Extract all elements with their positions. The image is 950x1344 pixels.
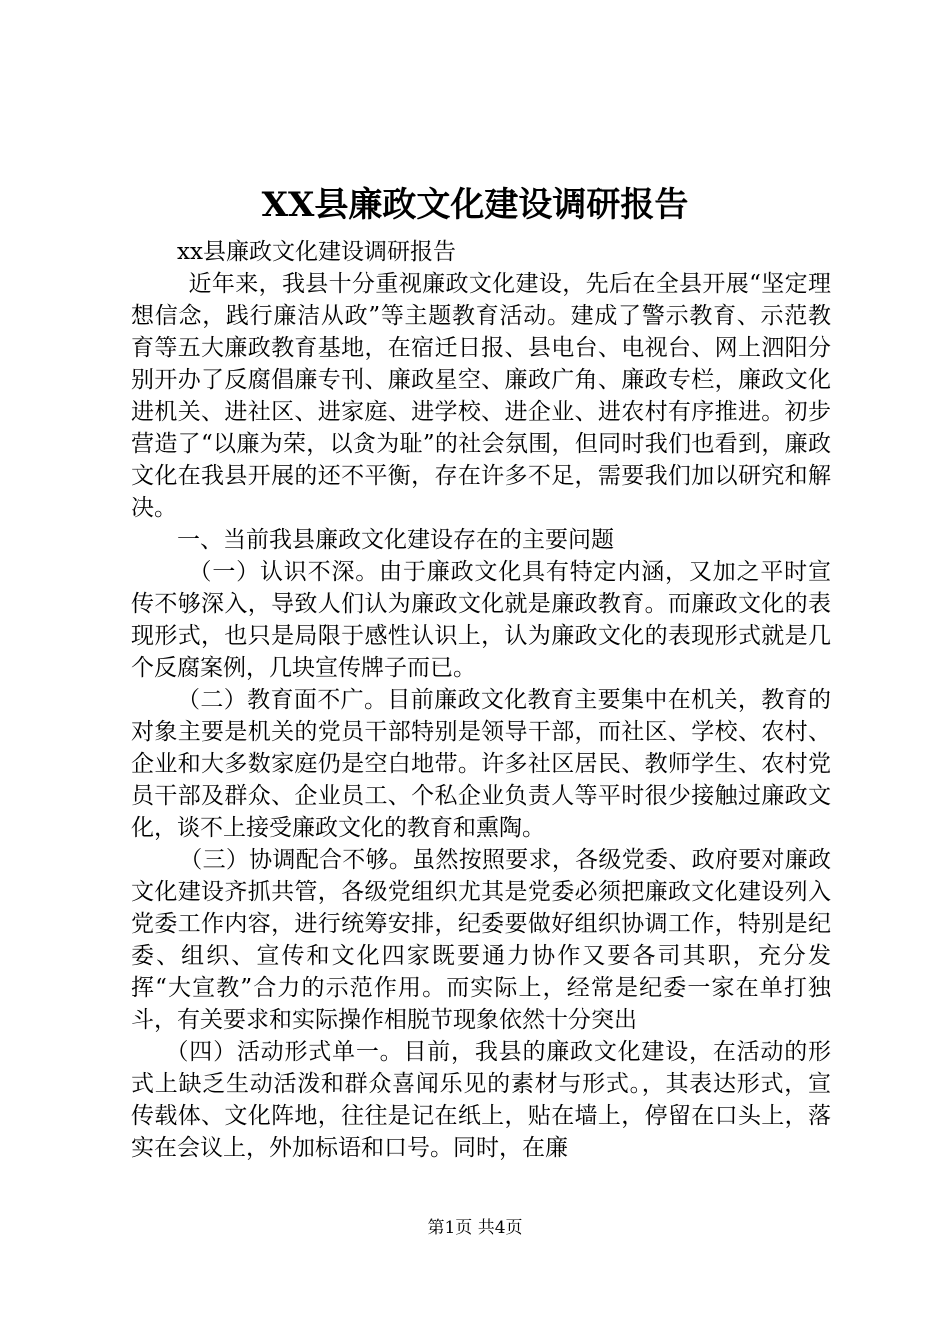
issue-paragraph-2: （二）教育面不广。目前廉政文化教育主要集中在机关，教育的对象主要是机关的党员干部特别是领导干部，而社区、学校、农村、企业和大多数家庭仍是空白地带。许多社区居民、教师学生、农村党员干部及群众、企业员工、个私企业负责人等平时很少接触过廉政文化，谈不上接受廉政文化的教育和熏陶。 bbox=[131, 687, 831, 841]
subtitle-paragraph: xx县廉政文化建设调研报告 bbox=[177, 239, 456, 265]
issue-paragraph-3: （三）协调配合不够。虽然按照要求，各级党委、政府要对廉政文化建设齐抓共管，各级党组织尤其是党委必须把廉政文化建设列入党委工作内容，进行统筹安排，纪委要做好组织协调工作，特别是纪委、组织、宣传和文化四家既要通力协作又要各司其职，充分发挥“大宣教”合力的示范作用。而实际上，经常是纪委一家在单打独斗，有关要求和实际操作相脱节现象依然十分突出 bbox=[131, 847, 831, 1033]
issue-paragraph-4: （四）活动形式单一。目前，我县的廉政文化建设，在活动的形式上缺乏生动活泼和群众喜闻乐见的素材与形式。，其表达形式，宣传载体、文化阵地，往往是记在纸上，贴在墙上，停留在口头上，落实在会议上，外加标语和口号。同时，在廉 bbox=[131, 1039, 831, 1161]
section-heading: 一、当前我县廉政文化建设存在的主要问题 bbox=[177, 527, 614, 553]
intro-paragraph: 近年来，我县十分重视廉政文化建设，先后在全县开展“坚定理想信念，践行廉洁从政”等主题教育活动。建成了警示教育、示范教育等五大廉政教育基地，在宿迁日报、县电台、电视台、网上泗阳分别开办了反腐倡廉专刊、廉政星空、廉政广角、廉政专栏，廉政文化进机关、进社区、进家庭、进学校、进企业、进农村有序推进。初步营造了“以廉为荣，以贪为耻”的社会氛围，但同时我们也看到，廉政文化在我县开展的还不平衡，存在许多不足，需要我们加以研究和解决。 bbox=[131, 271, 831, 521]
document-title: XX县廉政文化建设调研报告 bbox=[261, 185, 689, 225]
issue-paragraph-1: （一）认识不深。由于廉政文化具有特定内涵，又加之平时宣传不够深入，导致人们认为廉政文化就是廉政教育。而廉政文化的表现形式，也只是局限于感性认识上，认为廉政文化的表现形式就是几个反腐案例，几块宣传牌子而已。 bbox=[131, 559, 831, 681]
page-footer: 第1页 共4页 bbox=[427, 1218, 523, 1238]
document-body bbox=[131, 236, 831, 1164]
